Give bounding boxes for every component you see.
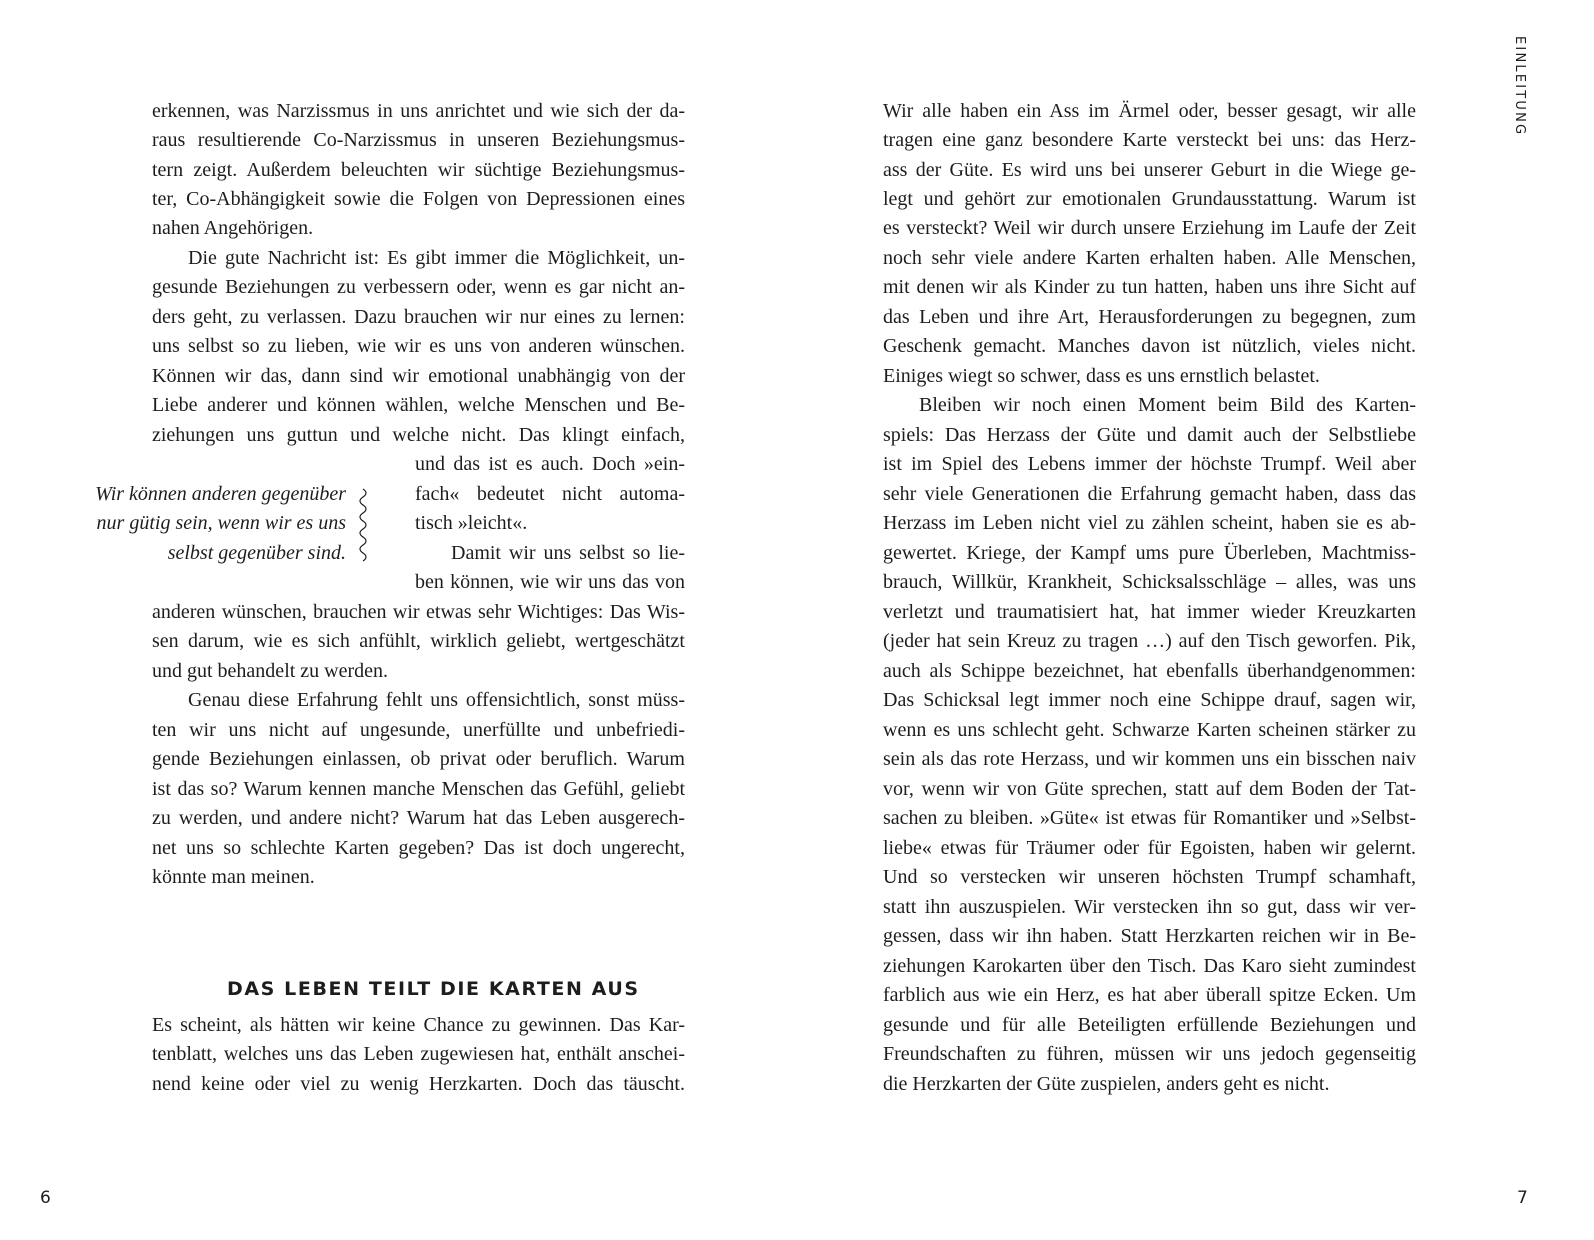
text-line: sein als das rote Herzass, und wir kommen uns ein bisschen naiv bbox=[883, 748, 1416, 770]
text-line: auch als Schippe bezeichnet, hat ebenfalls überhandgenommen: bbox=[883, 660, 1416, 682]
pull-quote-line: selbst gegenüber sind. bbox=[167, 542, 346, 564]
text-line: ders geht, zu verlassen. Dazu brauchen wir nur eines zu lernen: bbox=[152, 306, 685, 328]
text-line: könnte man meinen. bbox=[152, 866, 315, 888]
text-line: Damit wir uns selbst so lie- bbox=[451, 542, 685, 564]
text-line: sachen zu bleiben. »Güte« ist etwas für Romantiker und »Selbst- bbox=[883, 807, 1416, 829]
text-line: tenblatt, welches uns das Leben zugewiesen hat, enthält anschei- bbox=[152, 1043, 685, 1065]
text-line: net uns so schlechte Karten gegeben? Das ist doch ungerecht, bbox=[152, 837, 685, 859]
text-line: gesunde und für alle Beteiligten erfüllende Beziehungen und bbox=[883, 1014, 1416, 1036]
text-line: tisch »leicht«. bbox=[415, 512, 528, 534]
text-line: Genau diese Erfahrung fehlt uns offensichtlich, sonst müss- bbox=[188, 689, 685, 711]
text-line: vor, wenn wir von Güte sprechen, statt auf dem Boden der Tat- bbox=[883, 778, 1416, 800]
text-line: verletzt und traumatisiert hat, hat immer wieder Kreuzkarten bbox=[883, 601, 1416, 623]
text-line: Freundschaften zu führen, müssen wir uns jedoch gegenseitig bbox=[883, 1043, 1416, 1065]
text-line: und gut behandelt zu werden. bbox=[152, 660, 389, 682]
page-number: 6 bbox=[40, 1188, 51, 1208]
pull-quote-line: nur gütig sein, wenn wir es uns bbox=[96, 512, 346, 534]
text-line: wenn es uns schlecht geht. Schwarze Karten scheinen stärker zu bbox=[883, 719, 1416, 741]
text-line: sehr viele Generationen die Erfahrung gemacht haben, dass das bbox=[883, 483, 1416, 505]
text-line: spiels: Das Herzass der Güte und damit auch der Selbstliebe bbox=[883, 424, 1416, 446]
text-line: das Leben und ihre Art, Herausforderungen zu begegnen, zum bbox=[883, 306, 1416, 328]
text-line: Bleiben wir noch einen Moment beim Bild des Karten- bbox=[919, 394, 1416, 416]
section-heading: DAS LEBEN TEILT DIE KARTEN AUS bbox=[227, 978, 640, 1000]
text-line: ist das so? Warum kennen manche Menschen das Gefühl, geliebt bbox=[152, 778, 685, 800]
text-line: Die gute Nachricht ist: Es gibt immer die Möglichkeit, un- bbox=[188, 247, 685, 269]
text-line: gesunde Beziehungen zu verbessern oder, wenn es gar nicht an- bbox=[152, 276, 685, 298]
text-line: tragen eine ganz besondere Karte versteckt bei uns: das Herz- bbox=[883, 129, 1416, 151]
text-line: Liebe anderer und können wählen, welche Menschen und Be- bbox=[152, 394, 685, 416]
text-line: noch sehr viele andere Karten erhalten haben. Alle Menschen, bbox=[883, 247, 1416, 269]
text-line: Herzass im Leben nicht viel zu zählen scheint, haben sie es ab- bbox=[883, 512, 1416, 534]
text-line: Und so verstecken wir unseren höchsten Trumpf schamhaft, bbox=[883, 866, 1416, 888]
text-line: sen darum, wie es sich anfühlt, wirklich geliebt, wertgeschätzt bbox=[152, 630, 685, 652]
text-line: es versteckt? Weil wir durch unsere Erziehung im Laufe der Zeit bbox=[883, 217, 1416, 239]
page-number: 7 bbox=[1517, 1188, 1528, 1208]
text-line: (jeder hat sein Kreuz zu tragen …) auf den Tisch geworfen. Pik, bbox=[883, 630, 1416, 652]
text-line: ass der Güte. Es wird uns bei unserer Geburt in die Wiege ge- bbox=[883, 159, 1416, 181]
text-line: Einiges wiegt so schwer, dass es uns ernstlich belastet. bbox=[883, 365, 1320, 387]
text-line: Wir alle haben ein Ass im Ärmel oder, besser gesagt, wir alle bbox=[883, 100, 1416, 122]
text-line: fach« bedeutet nicht automa- bbox=[415, 483, 685, 505]
text-line: statt ihn auszuspielen. Wir verstecken ihn so gut, dass wir ver- bbox=[883, 896, 1416, 918]
text-line: liebe« etwas für Träumer oder für Egoisten, haben wir gelernt. bbox=[883, 837, 1416, 859]
pull-quote-brace-ornament bbox=[359, 488, 373, 564]
text-line: gewertet. Kriege, der Kampf ums pure Überleben, Machtmiss- bbox=[883, 542, 1416, 564]
text-line: gende Beziehungen einlassen, ob privat oder beruflich. Warum bbox=[152, 748, 685, 770]
text-line: ten wir uns nicht auf ungesunde, unerfüllte und unbefriedi- bbox=[152, 719, 685, 741]
text-line: brauch, Willkür, Krankheit, Schicksalsschläge – alles, was uns bbox=[883, 571, 1416, 593]
text-line: ter, Co-Abhängigkeit sowie die Folgen von Depressionen eines bbox=[152, 188, 685, 210]
text-line: legt und gehört zur emotionalen Grundausstattung. Warum ist bbox=[883, 188, 1416, 210]
text-line: und das ist es auch. Doch »ein- bbox=[415, 453, 685, 475]
text-line: Es scheint, als hätten wir keine Chance zu gewinnen. Das Kar- bbox=[152, 1014, 685, 1036]
text-line: anderen wünschen, brauchen wir etwas sehr Wichtiges: Das Wis- bbox=[152, 601, 685, 623]
text-line: ben können, wie wir uns das von bbox=[415, 571, 685, 593]
text-line: nahen Angehörigen. bbox=[152, 217, 314, 239]
text-line: tern zeigt. Außerdem beleuchten wir süchtige Beziehungsmus- bbox=[152, 159, 685, 181]
text-line: uns selbst so zu lieben, wie wir es uns von anderen wünschen. bbox=[152, 335, 685, 357]
text-line: erkennen, was Narzissmus in uns anrichtet und wie sich der da- bbox=[152, 100, 685, 122]
text-line: ziehungen uns guttun und welche nicht. Das klingt einfach, bbox=[152, 424, 685, 446]
text-line: die Herzkarten der Güte zuspielen, anders geht es nicht. bbox=[883, 1073, 1330, 1095]
text-line: zu werden, und andere nicht? Warum hat das Leben ausgerech- bbox=[152, 807, 685, 829]
text-line: ist im Spiel des Lebens immer der höchste Trumpf. Weil aber bbox=[883, 453, 1416, 475]
text-line: ziehungen Karokarten über den Tisch. Das Karo sieht zumindest bbox=[883, 955, 1416, 977]
text-line: Das Schicksal legt immer noch eine Schippe drauf, sagen wir, bbox=[883, 689, 1416, 711]
running-head: EINLEITUNG bbox=[1512, 36, 1527, 137]
text-line: raus resultierende Co-Narzissmus in unseren Beziehungsmus- bbox=[152, 129, 685, 151]
text-line: gessen, dass wir ihn haben. Statt Herzkarten reichen wir in Be- bbox=[883, 925, 1416, 947]
text-line: nend keine oder viel zu wenig Herzkarten. Doch das täuscht. bbox=[152, 1073, 685, 1095]
text-line: Geschenk gemacht. Manches davon ist nützlich, vieles nicht. bbox=[883, 335, 1416, 357]
pull-quote-line: Wir können anderen gegenüber bbox=[95, 483, 346, 505]
text-line: Können wir das, dann sind wir emotional unabhängig von der bbox=[152, 365, 685, 387]
text-line: farblich aus wie ein Herz, es hat aber überall spitze Ecken. Um bbox=[883, 984, 1416, 1006]
text-line: mit denen wir als Kinder zu tun hatten, haben uns ihre Sicht auf bbox=[883, 276, 1416, 298]
